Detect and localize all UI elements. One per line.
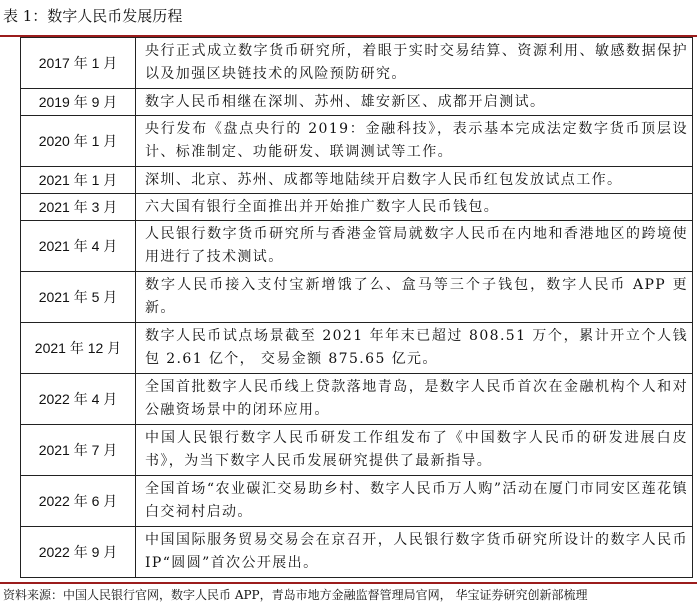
timeline-table <box>20 37 693 578</box>
table-row <box>21 425 693 476</box>
row-event: 央行正式成立数字货币研究所，着眼于实时交易结算、资源利用、敏感数据保护以及加强区块链技术的风险预防研究。 <box>136 38 693 89</box>
table-row <box>21 38 693 89</box>
row-date: 2021 年 12 月 <box>21 323 136 374</box>
row-event: 数字人民币相继在深圳、苏州、雄安新区、成都开启测试。 <box>136 89 693 116</box>
bottom-rule <box>0 582 697 584</box>
row-date: 2021 年 1 月 <box>21 167 136 194</box>
row-date: 2021 年 4 月 <box>21 221 136 272</box>
row-event: 数字人民币试点场景截至 2021 年年末已超过 808.51 万个，累计开立个人钱包 2.61 亿个， 交易金额 875.65 亿元。 <box>136 323 693 374</box>
row-event: 数字人民币接入支付宝新增饿了么、盒马等三个子钱包，数字人民币 APP 更新。 <box>136 272 693 323</box>
row-date: 2020 年 1 月 <box>21 116 136 167</box>
row-date: 2022 年 9 月 <box>21 527 136 578</box>
row-date: 2021 年 3 月 <box>21 194 136 221</box>
table-row <box>21 527 693 578</box>
table-row <box>21 221 693 272</box>
table-row <box>21 194 693 221</box>
row-event: 六大国有银行全面推出并开始推广数字人民币钱包。 <box>136 194 693 221</box>
table-row <box>21 374 693 425</box>
row-event: 中国国际服务贸易交易会在京召开，人民银行数字货币研究所设计的数字人民币 IP“圆圆”首次公开展出。 <box>136 527 693 578</box>
row-event: 深圳、北京、苏州、成都等地陆续开启数字人民币红包发放试点工作。 <box>136 167 693 194</box>
table-row <box>21 323 693 374</box>
row-event: 央行发布《盘点央行的 2019：金融科技》，表示基本完成法定数字货币顶层设计、标准制定、功能研发、联调测试等工作。 <box>136 116 693 167</box>
row-date: 2022 年 4 月 <box>21 374 136 425</box>
table-caption: 表 1：数字人民币发展历程 <box>3 7 183 25</box>
table-container <box>20 37 692 578</box>
row-event: 中国人民银行数字人民币研发工作组发布了《中国数字人民币的研发进展白皮书》，为当下数字人民币发展研究提供了最新指导。 <box>136 425 693 476</box>
table-row <box>21 89 693 116</box>
timeline-table-body <box>21 38 693 578</box>
table-row <box>21 167 693 194</box>
table-row <box>21 116 693 167</box>
row-event: 全国首场“农业碳汇交易助乡村、数字人民币万人购”活动在厦门市同安区莲花镇白交祠村启动。 <box>136 476 693 527</box>
row-event: 全国首批数字人民币线上贷款落地青岛，是数字人民币首次在金融机构个人和对公融资场景中的闭环应用。 <box>136 374 693 425</box>
table-row <box>21 272 693 323</box>
source-note: 资料来源：中国人民银行官网，数字人民币 APP，青岛市地方金融监督管理局官网， 华宝证券研究创新部梳理 <box>3 588 588 602</box>
row-event: 人民银行数字货币研究所与香港金管局就数字人民币在内地和香港地区的跨境使用进行了技术测试。 <box>136 221 693 272</box>
row-date: 2022 年 6 月 <box>21 476 136 527</box>
row-date: 2021 年 7 月 <box>21 425 136 476</box>
table-row <box>21 476 693 527</box>
row-date: 2017 年 1 月 <box>21 38 136 89</box>
row-date: 2021 年 5 月 <box>21 272 136 323</box>
row-date: 2019 年 9 月 <box>21 89 136 116</box>
